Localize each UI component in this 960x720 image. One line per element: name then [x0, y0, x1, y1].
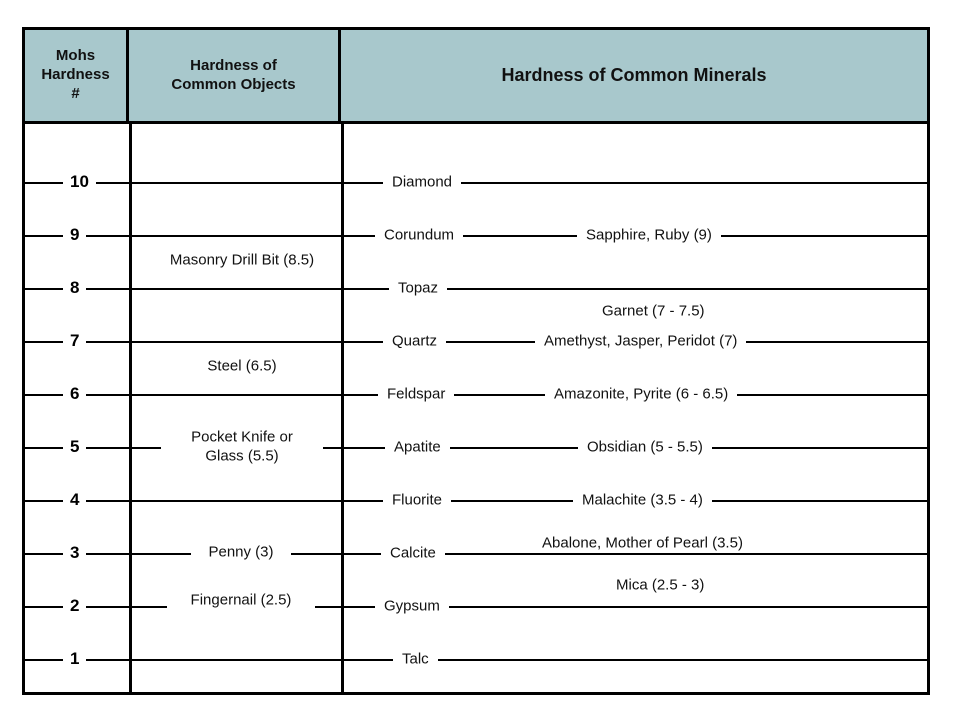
common-object-fingernail: Fingernail (2.5) [167, 592, 315, 611]
mohs-number: 2 [63, 596, 86, 616]
gem-label: Obsidian (5 - 5.5) [578, 439, 712, 456]
row-rule [25, 500, 927, 502]
header-cell-mohs-number [25, 30, 129, 121]
column-divider-2 [341, 124, 344, 695]
row-rule [25, 394, 927, 396]
row-rule [25, 235, 927, 237]
mineral-label: Diamond [383, 174, 461, 191]
row-rule [25, 606, 927, 608]
row-rule [25, 182, 927, 184]
header-line-hardness: Hardness [41, 66, 110, 84]
common-object-penny: Penny (3) [191, 544, 291, 563]
header-line-mohs: Mohs [55, 47, 96, 65]
mineral-label: Apatite [385, 439, 450, 456]
gem-label-abalone: Abalone, Mother of Pearl (3.5) [533, 535, 752, 552]
gem-label-garnet: Garnet (7 - 7.5) [593, 303, 714, 320]
gem-label: Sapphire, Ruby (9) [577, 227, 721, 244]
header-cell-common-minerals: Hardness of Common Minerals [501, 65, 767, 86]
gem-label: Amazonite, Pyrite (6 - 6.5) [545, 386, 737, 403]
mineral-label: Gypsum [375, 598, 449, 615]
mohs-number: 6 [63, 384, 86, 404]
common-object-pocket-knife [161, 428, 323, 466]
common-object-steel: Steel (6.5) [177, 358, 307, 377]
mohs-number: 8 [63, 278, 86, 298]
column-divider-1 [129, 124, 132, 695]
header-line-common-objects: Common Objects [171, 75, 296, 93]
gem-label: Amethyst, Jasper, Peridot (7) [535, 333, 746, 350]
mohs-number: 10 [63, 172, 96, 192]
mineral-label: Topaz [389, 280, 447, 297]
header-cell-common-objects [129, 30, 341, 121]
mineral-label: Fluorite [383, 492, 451, 509]
mineral-label: Talc [393, 651, 438, 668]
header-line-hardness-of: Hardness of [190, 56, 277, 74]
mohs-number: 9 [63, 225, 86, 245]
header-line-hash: # [71, 84, 80, 102]
mineral-label: Corundum [375, 227, 463, 244]
common-object-drill-bit: Masonry Drill Bit (8.5) [151, 252, 333, 271]
common-object-pocket-knife-line1: Pocket Knife or [191, 428, 293, 446]
mohs-number: 7 [63, 331, 86, 351]
row-rule [25, 341, 927, 343]
chart-header-row [25, 30, 927, 124]
row-rule [25, 553, 927, 555]
mohs-hardness-chart [22, 27, 930, 695]
gem-label-mica: Mica (2.5 - 3) [607, 577, 713, 594]
mohs-number: 3 [63, 543, 86, 563]
chart-body [25, 124, 927, 695]
mineral-label: Feldspar [378, 386, 454, 403]
row-rule [25, 659, 927, 661]
mohs-number: 5 [63, 437, 86, 457]
mohs-number: 1 [63, 649, 86, 669]
mineral-label: Calcite [381, 545, 445, 562]
gem-label: Malachite (3.5 - 4) [573, 492, 712, 509]
row-rule [25, 288, 927, 290]
mohs-number: 4 [63, 490, 86, 510]
common-object-pocket-knife-line2: Glass (5.5) [205, 447, 279, 464]
mineral-label: Quartz [383, 333, 446, 350]
